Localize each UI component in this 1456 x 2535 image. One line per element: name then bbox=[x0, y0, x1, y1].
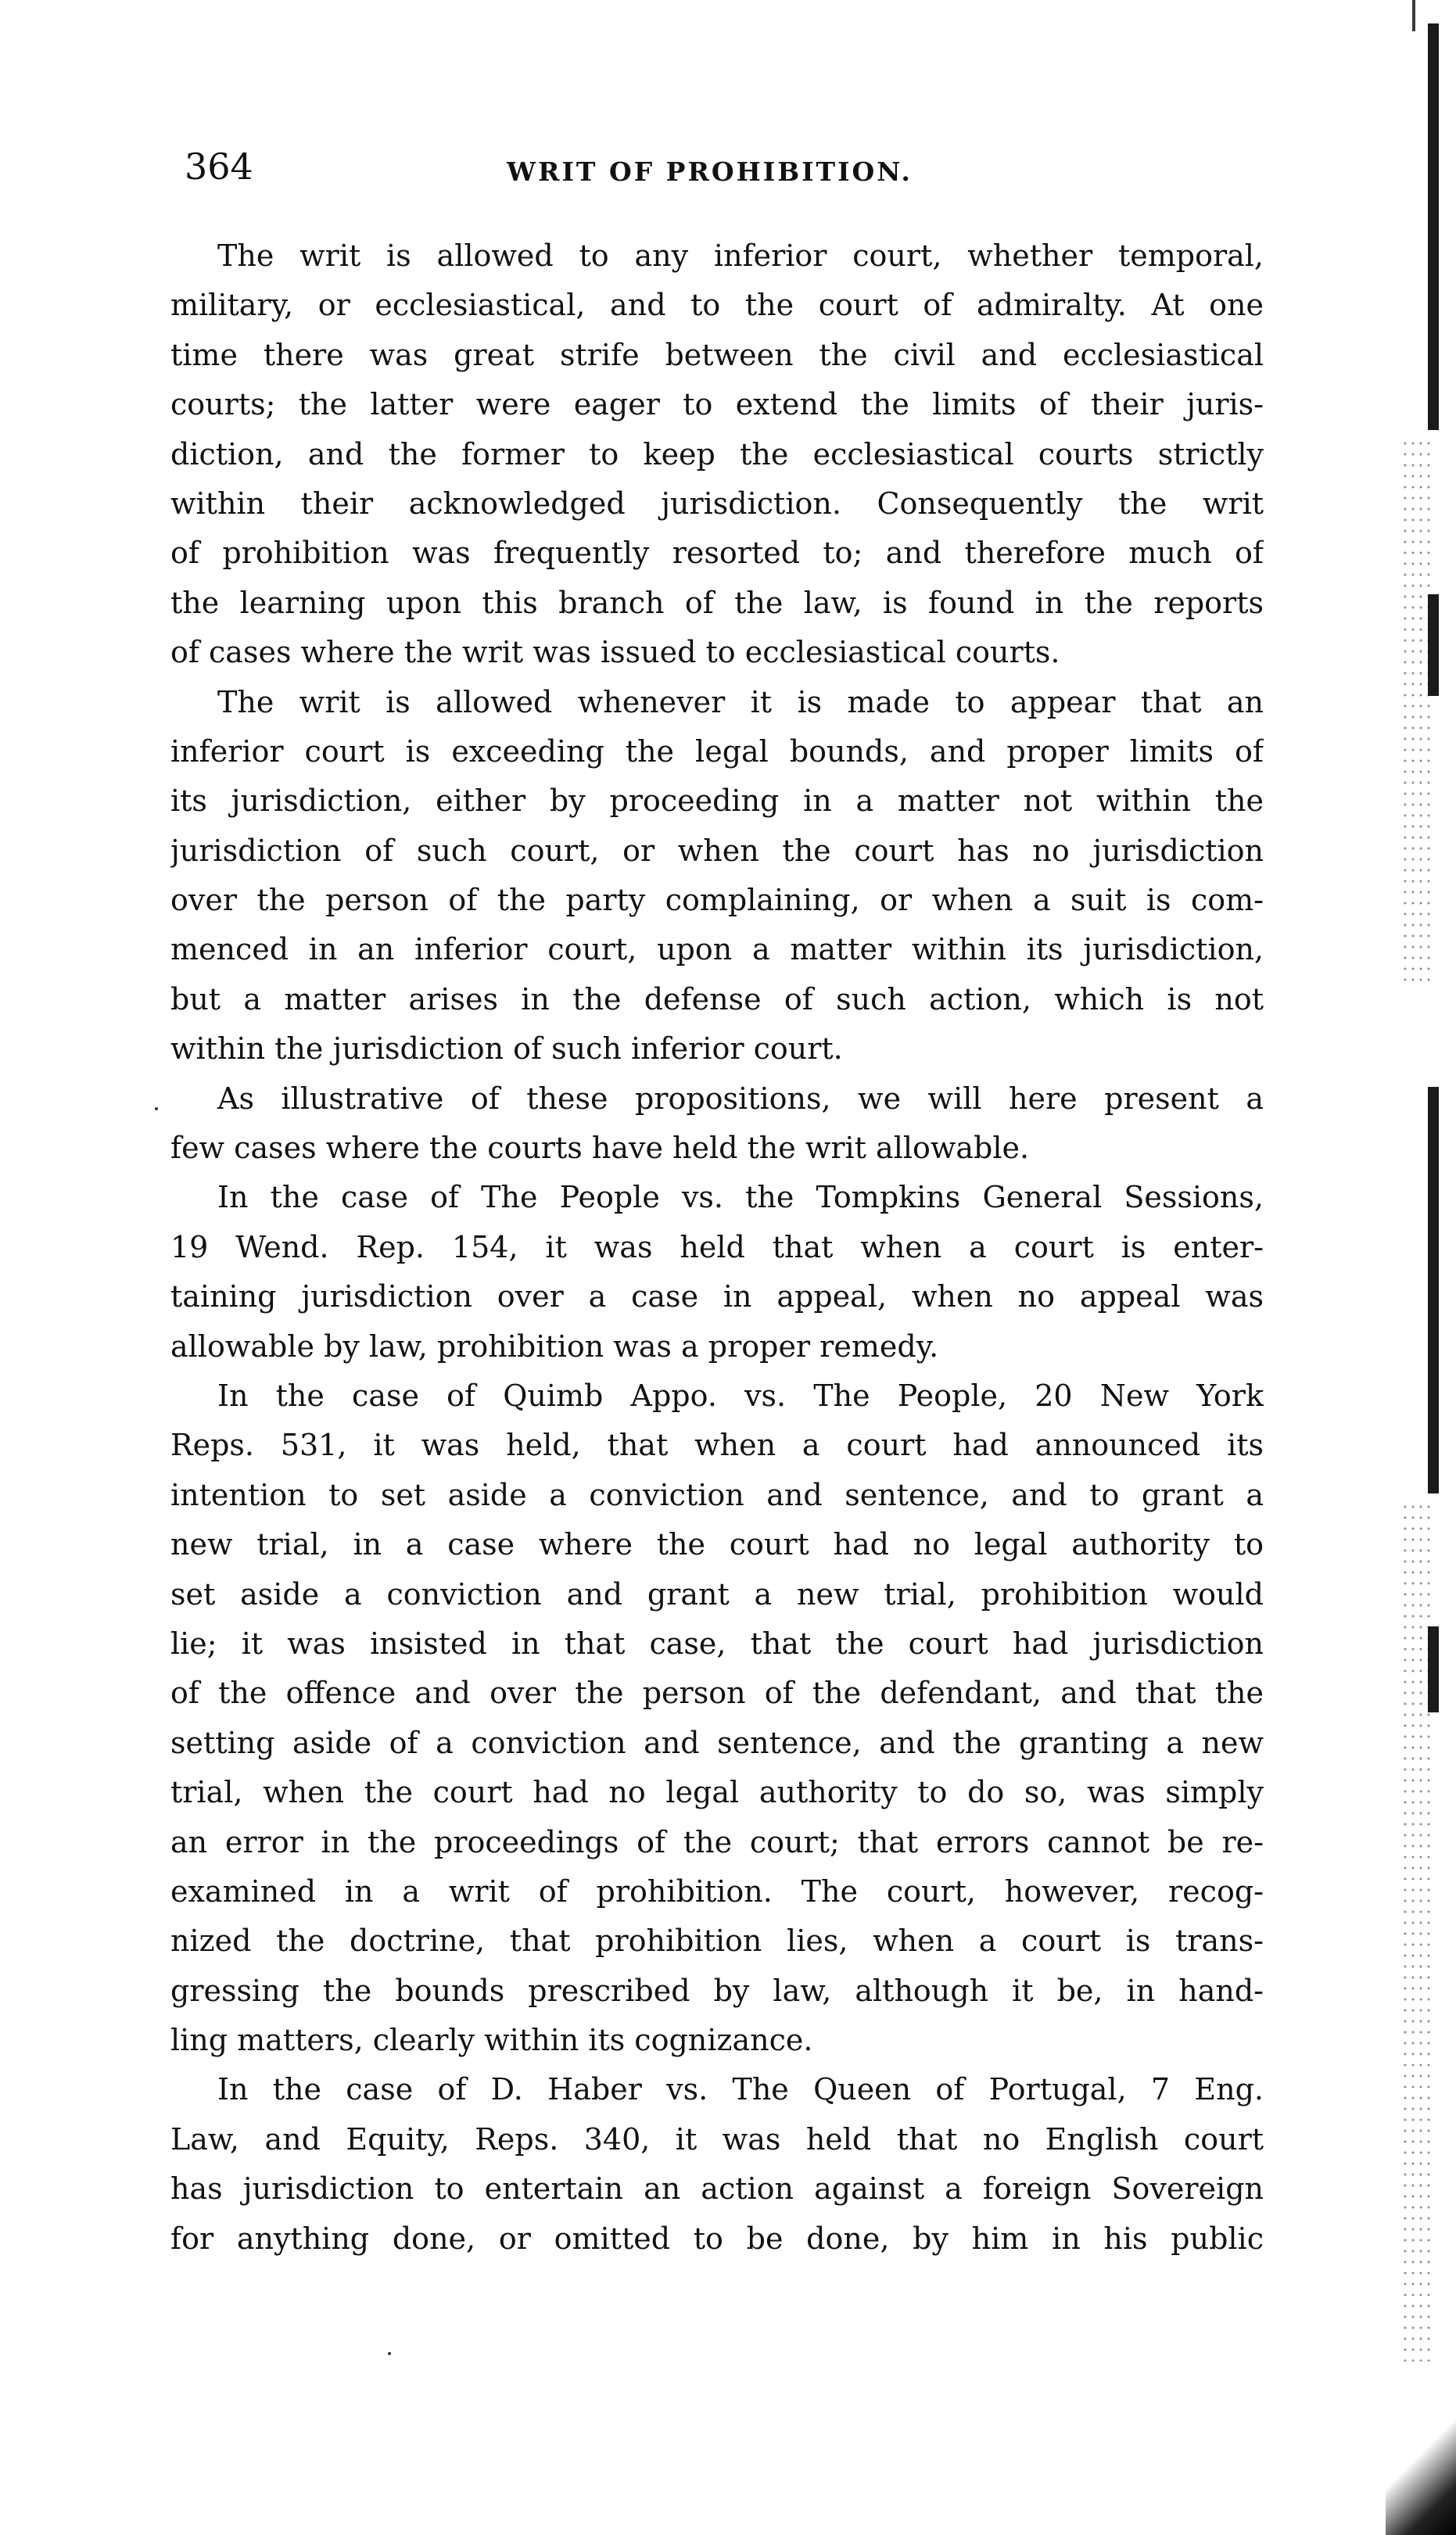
text-line: for anything done, or omitted to be done, by him in his public bbox=[170, 2221, 1264, 2256]
text-line: In the case of Quimb Appo. vs. The People, 20 New York bbox=[217, 1378, 1264, 1413]
text-line: diction, and the former to keep the ecclesiastical courts strictly bbox=[170, 436, 1264, 472]
binding-line bbox=[1428, 1087, 1439, 1493]
text-line: of cases where the writ was issued to ecclesiastical courts. bbox=[170, 635, 1060, 670]
text-line: trial, when the court had no legal authority to do so, was simply bbox=[170, 1775, 1264, 1810]
text-line: gressing the bounds prescribed by law, although it be, in hand- bbox=[170, 1973, 1264, 2008]
scan-speck bbox=[388, 2352, 391, 2355]
body-text bbox=[170, 231, 1264, 2264]
paragraph bbox=[170, 1173, 1264, 1371]
text-line: of prohibition was frequently resorted to; and therefore much of bbox=[170, 536, 1264, 571]
scan-speck bbox=[155, 1107, 158, 1110]
text-line: allowable by law, prohibition was a proper remedy. bbox=[170, 1328, 939, 1364]
binding-speckle bbox=[1401, 438, 1433, 985]
text-line: courts; the latter were eager to extend the limits of their juris- bbox=[170, 387, 1264, 422]
binding-edge bbox=[1386, 0, 1456, 2535]
text-line: The writ is allowed whenever it is made to appear that an bbox=[217, 684, 1264, 719]
text-line: new trial, in a case where the court had no legal authority to bbox=[170, 1527, 1264, 1562]
paragraph bbox=[170, 678, 1264, 1074]
page-header bbox=[185, 145, 1271, 203]
text-line: 19 Wend. Rep. 154, it was held that when a court is enter- bbox=[170, 1229, 1264, 1264]
text-line: As illustrative of these propositions, we will here present a bbox=[217, 1081, 1264, 1116]
text-line: taining jurisdiction over a case in appeal, when no appeal was bbox=[170, 1279, 1264, 1314]
text-line: nized the doctrine, that prohibition lies, when a court is trans- bbox=[170, 1924, 1264, 1959]
text-line: In the case of D. Haber vs. The Queen of Portugal, 7 Eng. bbox=[217, 2072, 1264, 2107]
text-line: lie; it was insisted in that case, that the court had jurisdiction bbox=[170, 1626, 1264, 1661]
binding-line bbox=[1428, 1626, 1439, 1712]
text-line: set aside a conviction and grant a new trial, prohibition would bbox=[170, 1576, 1264, 1612]
binding-line bbox=[1428, 23, 1439, 430]
binding-line bbox=[1428, 594, 1439, 696]
text-line: has jurisdiction to entertain an action against a foreign Sovereign bbox=[170, 2171, 1264, 2207]
text-line: ling matters, clearly within its cognizance. bbox=[170, 2023, 813, 2058]
text-line: few cases where the courts have held the writ allowable. bbox=[170, 1131, 1030, 1166]
text-line: The writ is allowed to any inferior court, whether temporal, bbox=[217, 238, 1264, 273]
paragraph bbox=[170, 2065, 1264, 2264]
text-line: military, or ecclesiastical, and to the court of admiralty. At one bbox=[170, 288, 1264, 323]
text-line: its jurisdiction, either by proceeding in a matter not within the bbox=[170, 783, 1264, 819]
text-line: setting aside of a conviction and sentence, and the granting a new bbox=[170, 1725, 1264, 1760]
text-line: within their acknowledged jurisdiction. Consequently the writ bbox=[170, 486, 1264, 521]
text-line: jurisdiction of such court, or when the court has no jurisdiction bbox=[170, 833, 1264, 868]
text-line: Reps. 531, it was held, that when a court had announced its bbox=[170, 1428, 1264, 1463]
paragraph bbox=[170, 1074, 1264, 1174]
text-line: time there was great strife between the civil and ecclesiastical bbox=[170, 337, 1264, 372]
text-line: over the person of the party complaining, or when a suit is com- bbox=[170, 883, 1264, 918]
text-line: within the jurisdiction of such inferior court. bbox=[170, 1031, 843, 1067]
text-line: examined in a writ of prohibition. The court, however, recog- bbox=[170, 1873, 1264, 1909]
text-line: Law, and Equity, Reps. 340, it was held that no English court bbox=[170, 2121, 1264, 2157]
text-line: of the offence and over the person of the defendant, and that the bbox=[170, 1676, 1264, 1711]
page-number: 364 bbox=[185, 145, 253, 188]
text-line: menced in an inferior court, upon a matter within its jurisdiction, bbox=[170, 932, 1264, 967]
running-title: WRIT OF PROHIBITION. bbox=[507, 156, 913, 187]
text-line: but a matter arises in the defense of such action, which is not bbox=[170, 981, 1264, 1017]
text-line: the learning upon this branch of the law, is found in the reports bbox=[170, 585, 1264, 620]
text-line: inferior court is exceeding the legal bounds, and proper limits of bbox=[170, 733, 1264, 769]
text-line: In the case of The People vs. the Tompkins General Sessions, bbox=[217, 1180, 1264, 1215]
text-line: intention to set aside a conviction and sentence, and to grant a bbox=[170, 1477, 1264, 1512]
binding-shadow bbox=[1386, 2410, 1456, 2535]
binding-line bbox=[1412, 0, 1415, 31]
paragraph bbox=[170, 231, 1264, 678]
paragraph bbox=[170, 1371, 1264, 2065]
text-line: an error in the proceedings of the court; that errors cannot be re- bbox=[170, 1824, 1264, 1859]
